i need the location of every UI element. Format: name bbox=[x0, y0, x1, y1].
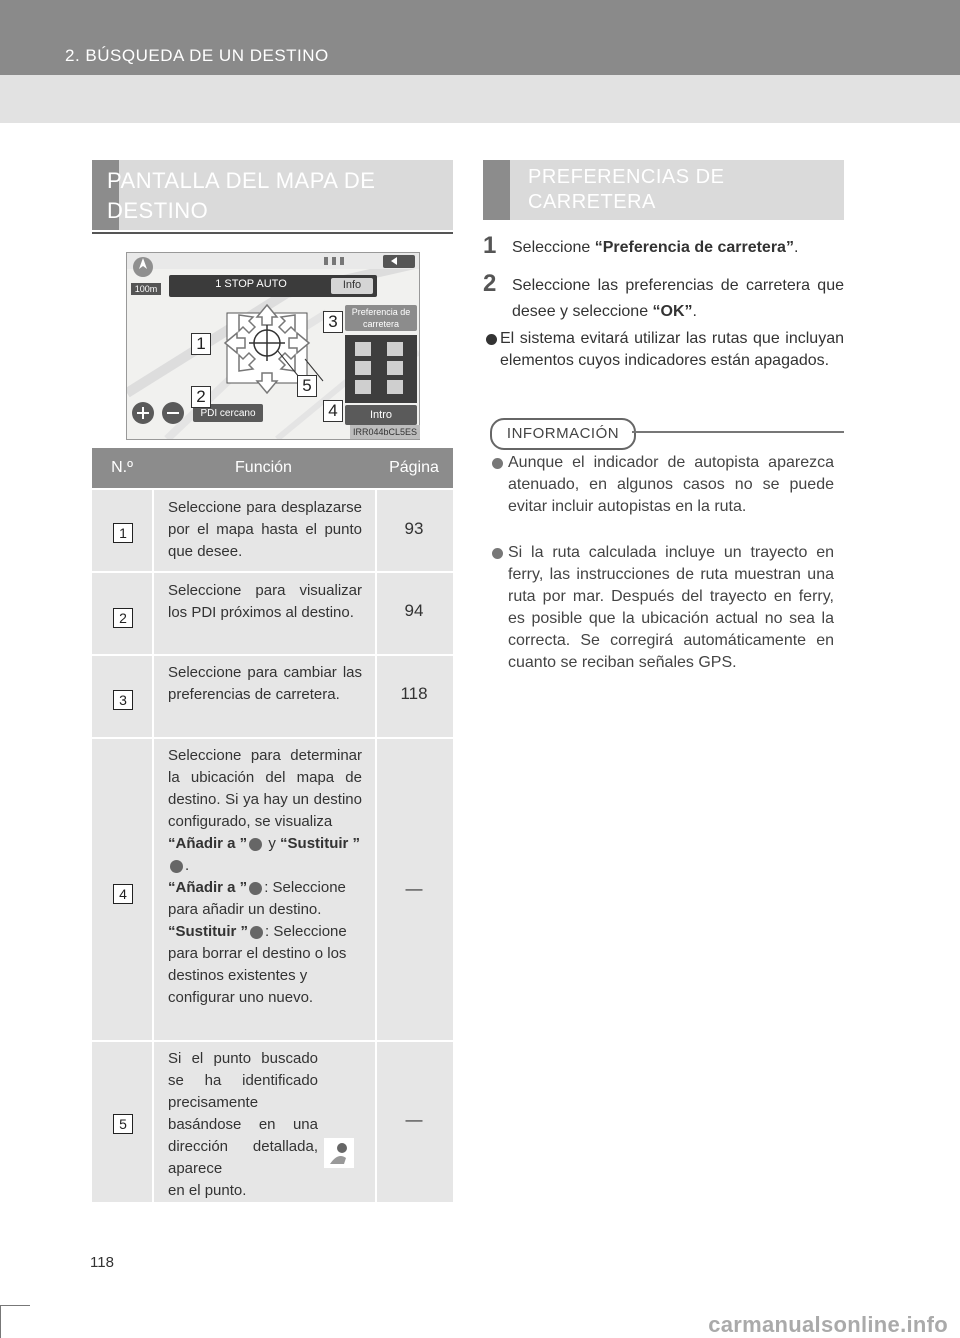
info-item: Si la ruta calculada incluye un trayecto en ferry, las instrucciones de ruta muestran una ruta por mar. Después del trayecto en ferry, es posible que la ubicación actual no sea la correcta. Se corregirá automáticamente en cuanto se reciban señales GPS. bbox=[508, 544, 834, 671]
crop-mark bbox=[0, 1305, 1, 1338]
row-number: 3 bbox=[113, 690, 133, 710]
left-section-heading bbox=[92, 160, 453, 230]
pin-marker-icon bbox=[324, 1138, 354, 1168]
replace-label: “Sustituir ” bbox=[168, 923, 249, 940]
right-heading-line2: CARRETERA bbox=[528, 191, 656, 213]
destination-flag-icon bbox=[250, 926, 263, 939]
screen-title: 1 STOP AUTO bbox=[215, 278, 287, 290]
step1-text: Seleccione bbox=[512, 239, 595, 256]
destination-flag-icon bbox=[249, 882, 262, 895]
destination-flag-icon bbox=[170, 860, 183, 873]
info-bullet-dot bbox=[492, 458, 503, 469]
step1-end: . bbox=[793, 239, 799, 256]
step2-bold: “OK” bbox=[652, 303, 693, 320]
step-number: 1 bbox=[483, 232, 497, 259]
info-bullet-dot bbox=[492, 548, 503, 559]
row-page: — bbox=[405, 879, 423, 898]
row-page: 118 bbox=[400, 684, 428, 703]
header-band bbox=[0, 75, 960, 123]
table-row bbox=[92, 656, 453, 737]
callout-1: 1 bbox=[191, 333, 211, 355]
info-divider bbox=[632, 431, 844, 433]
crop-mark bbox=[0, 1305, 30, 1306]
poi-button: PDI cercano bbox=[200, 408, 256, 419]
callout-3: 3 bbox=[323, 311, 343, 333]
page-number: 118 bbox=[90, 1254, 114, 1271]
col-function: Función bbox=[235, 459, 292, 476]
row-function: Seleccione para desplazarse por el mapa hasta el punto que desee. bbox=[168, 499, 362, 560]
image-code: IRR044bCL5ES bbox=[350, 425, 420, 439]
step-1 bbox=[512, 235, 844, 261]
row-function: Seleccione para cambiar las preferencias de carretera. bbox=[168, 664, 362, 703]
table-row bbox=[92, 1042, 453, 1202]
row-page: — bbox=[405, 1110, 423, 1129]
bullet-text: El sistema evitará utilizar las rutas que incluyan elementos cuyos indicadores están apagados. bbox=[500, 330, 844, 369]
intro-button: Intro bbox=[369, 409, 392, 421]
heading-tab bbox=[483, 160, 510, 220]
row-number: 2 bbox=[113, 608, 133, 628]
row-function bbox=[168, 745, 362, 1035]
add-label: “Añadir a ” bbox=[168, 835, 248, 852]
callout-5: 5 bbox=[297, 375, 317, 397]
scale-label: 100m bbox=[134, 284, 158, 294]
row-function: Seleccione para visualizar los PDI próximos al destino. bbox=[168, 582, 362, 621]
step1-bold: “Preferencia de carretera” bbox=[594, 239, 794, 256]
left-heading-line1: PANTALLA DEL MAPA DE bbox=[107, 168, 376, 193]
step-number: 2 bbox=[483, 270, 497, 297]
info-button: Info bbox=[342, 279, 362, 291]
table-header bbox=[92, 448, 453, 488]
col-number: N.º bbox=[111, 459, 133, 476]
right-heading-line1: PREFERENCIAS DE bbox=[528, 166, 725, 188]
row-number: 5 bbox=[113, 1114, 133, 1134]
add-description: : Seleccione para añadir un destino. bbox=[168, 879, 346, 918]
info-item: Aunque el indicador de autopista aparezca atenuado, en algunos casos no se puede evitar incluir autopistas en la ruta. bbox=[508, 454, 834, 515]
row-number: 1 bbox=[113, 523, 133, 543]
function-intro: Seleccione para determinar la ubicación del mapa de destino. Si ya hay un destino configurado, se visualiza bbox=[168, 747, 362, 830]
info-label: INFORMACIÓN bbox=[490, 418, 636, 450]
row-page: 94 bbox=[404, 601, 424, 620]
row-number: 4 bbox=[113, 884, 133, 904]
callout-2: 2 bbox=[191, 386, 211, 408]
footer-watermark: carmanualsonline.info bbox=[708, 1312, 948, 1337]
row-page: 93 bbox=[404, 519, 424, 538]
step2-end: . bbox=[692, 303, 697, 320]
sentence-period: . bbox=[185, 857, 190, 874]
page-header bbox=[0, 0, 960, 75]
row-function bbox=[168, 1048, 362, 1202]
map-screen-illustration bbox=[126, 252, 420, 440]
add-label: “Añadir a ” bbox=[168, 879, 248, 896]
bullet-dot bbox=[486, 334, 497, 345]
callout-4: 4 bbox=[323, 400, 343, 422]
table-row bbox=[92, 739, 453, 1040]
left-heading-rule bbox=[92, 232, 453, 234]
function-text-end: en el punto. bbox=[168, 1182, 247, 1199]
table-row bbox=[92, 490, 453, 571]
road-preference-button: Preferencia de carretera bbox=[351, 307, 411, 329]
function-text: Si el punto buscado se ha identificado precisamente basándose en una dirección detallada, aparece bbox=[168, 1050, 318, 1177]
conj-y: y bbox=[264, 835, 281, 852]
left-heading-line2: DESTINO bbox=[107, 198, 209, 223]
col-page: Página bbox=[389, 459, 439, 476]
step2-text: Seleccione las preferencias de carretera que desee y seleccione bbox=[512, 277, 844, 320]
step-2 bbox=[512, 273, 844, 325]
replace-label: “Sustituir ” bbox=[280, 835, 361, 852]
replace-description: : Seleccione para borrar el destino o los destinos existentes y configurar uno nuevo. bbox=[168, 923, 347, 1006]
table-row bbox=[92, 573, 453, 654]
right-section-heading bbox=[483, 160, 844, 220]
section-title: 2. BÚSQUEDA DE UN DESTINO bbox=[65, 46, 329, 65]
destination-flag-icon bbox=[249, 838, 262, 851]
